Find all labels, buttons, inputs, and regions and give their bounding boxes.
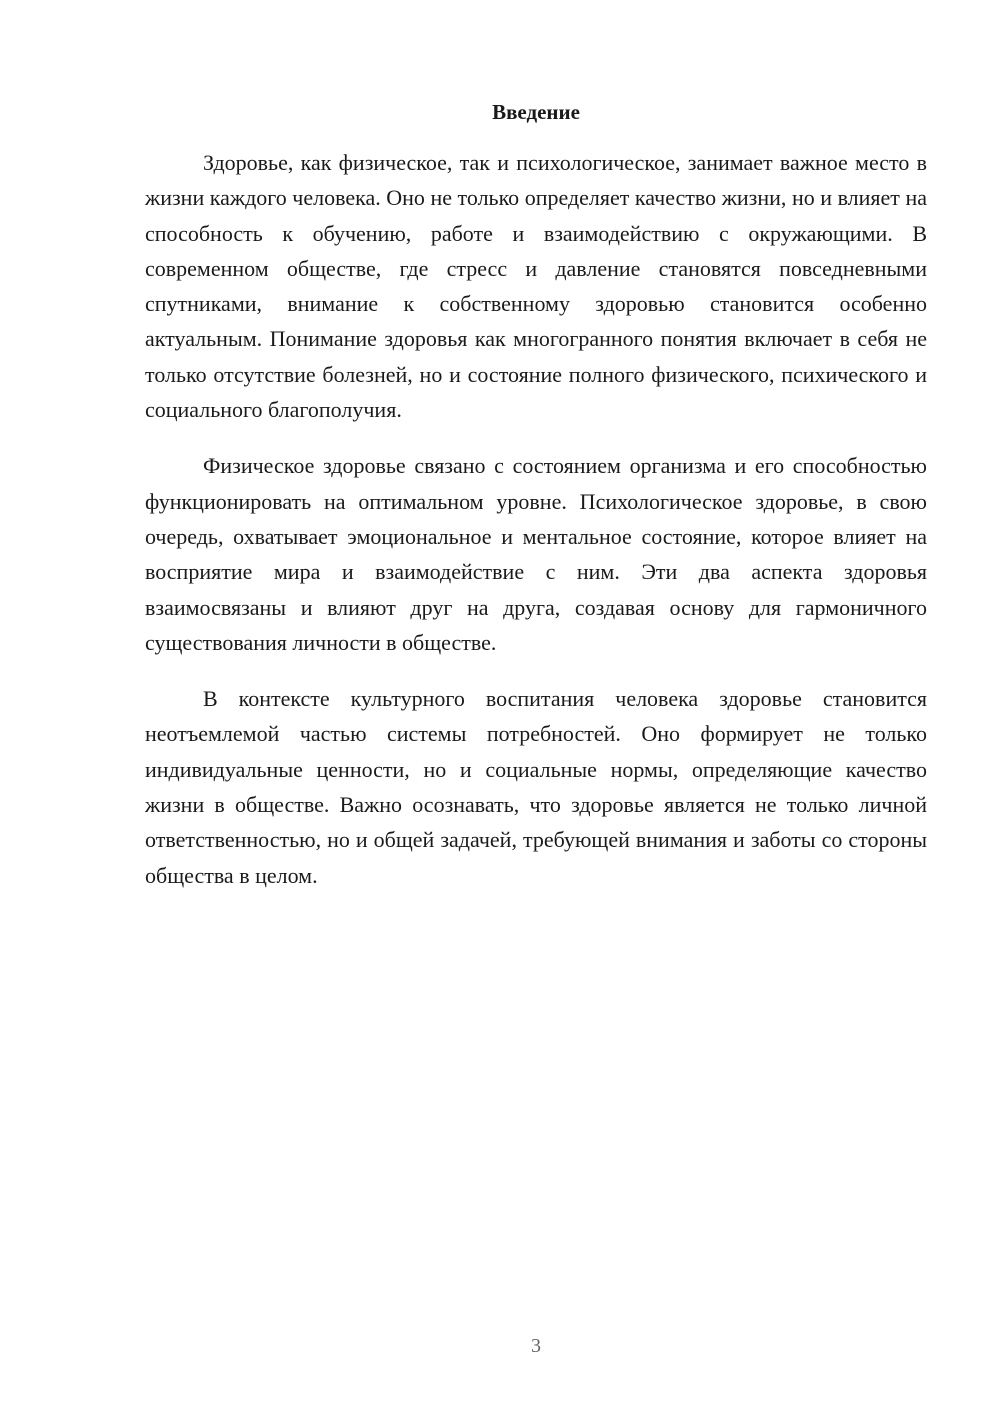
paragraph-2: Физическое здоровье связано с состоянием организма и его способностью функционировать на оптимальном уровне. Психологическое здоровье, в свою очередь, охватывает эмоциональное и ментальное состояние, которое влияет на восприятие мира и взаимодействие с ним. Эти два аспекта здоровья взаимосвязаны и влияют друг на друга, создавая основу для гармоничного существования личности в обществе. [145,453,927,655]
page-number: 3 [531,1335,541,1357]
document-body [145,145,927,914]
page-title: Введение [492,100,580,124]
paragraph-3: В контексте культурного воспитания человека здоровье становится неотъемлемой частью системы потребностей. Оно формирует не только индивидуальные ценности, но и социальные нормы, определяющие качество жизни в обществе. Важно осознавать, что здоровье является не только личной ответственностью, но и общей задачей, требующей внимания и заботы со стороны общества в целом. [145,686,927,888]
paragraph-1: Здоровье, как физическое, так и психологическое, занимает важное место в жизни каждого человека. Оно не только определяет качество жизни, но и влияет на способность к обучению, работе и взаимодействию с окружающими. В современном обществе, где стресс и давление становятся повседневными спутниками, внимание к собственному здоровью становится особенно актуальным. Понимание здоровья как многогранного понятия включает в себя не только отсутствие болезней, но и состояние полного физического, психического и социального благополучия. [145,150,927,423]
